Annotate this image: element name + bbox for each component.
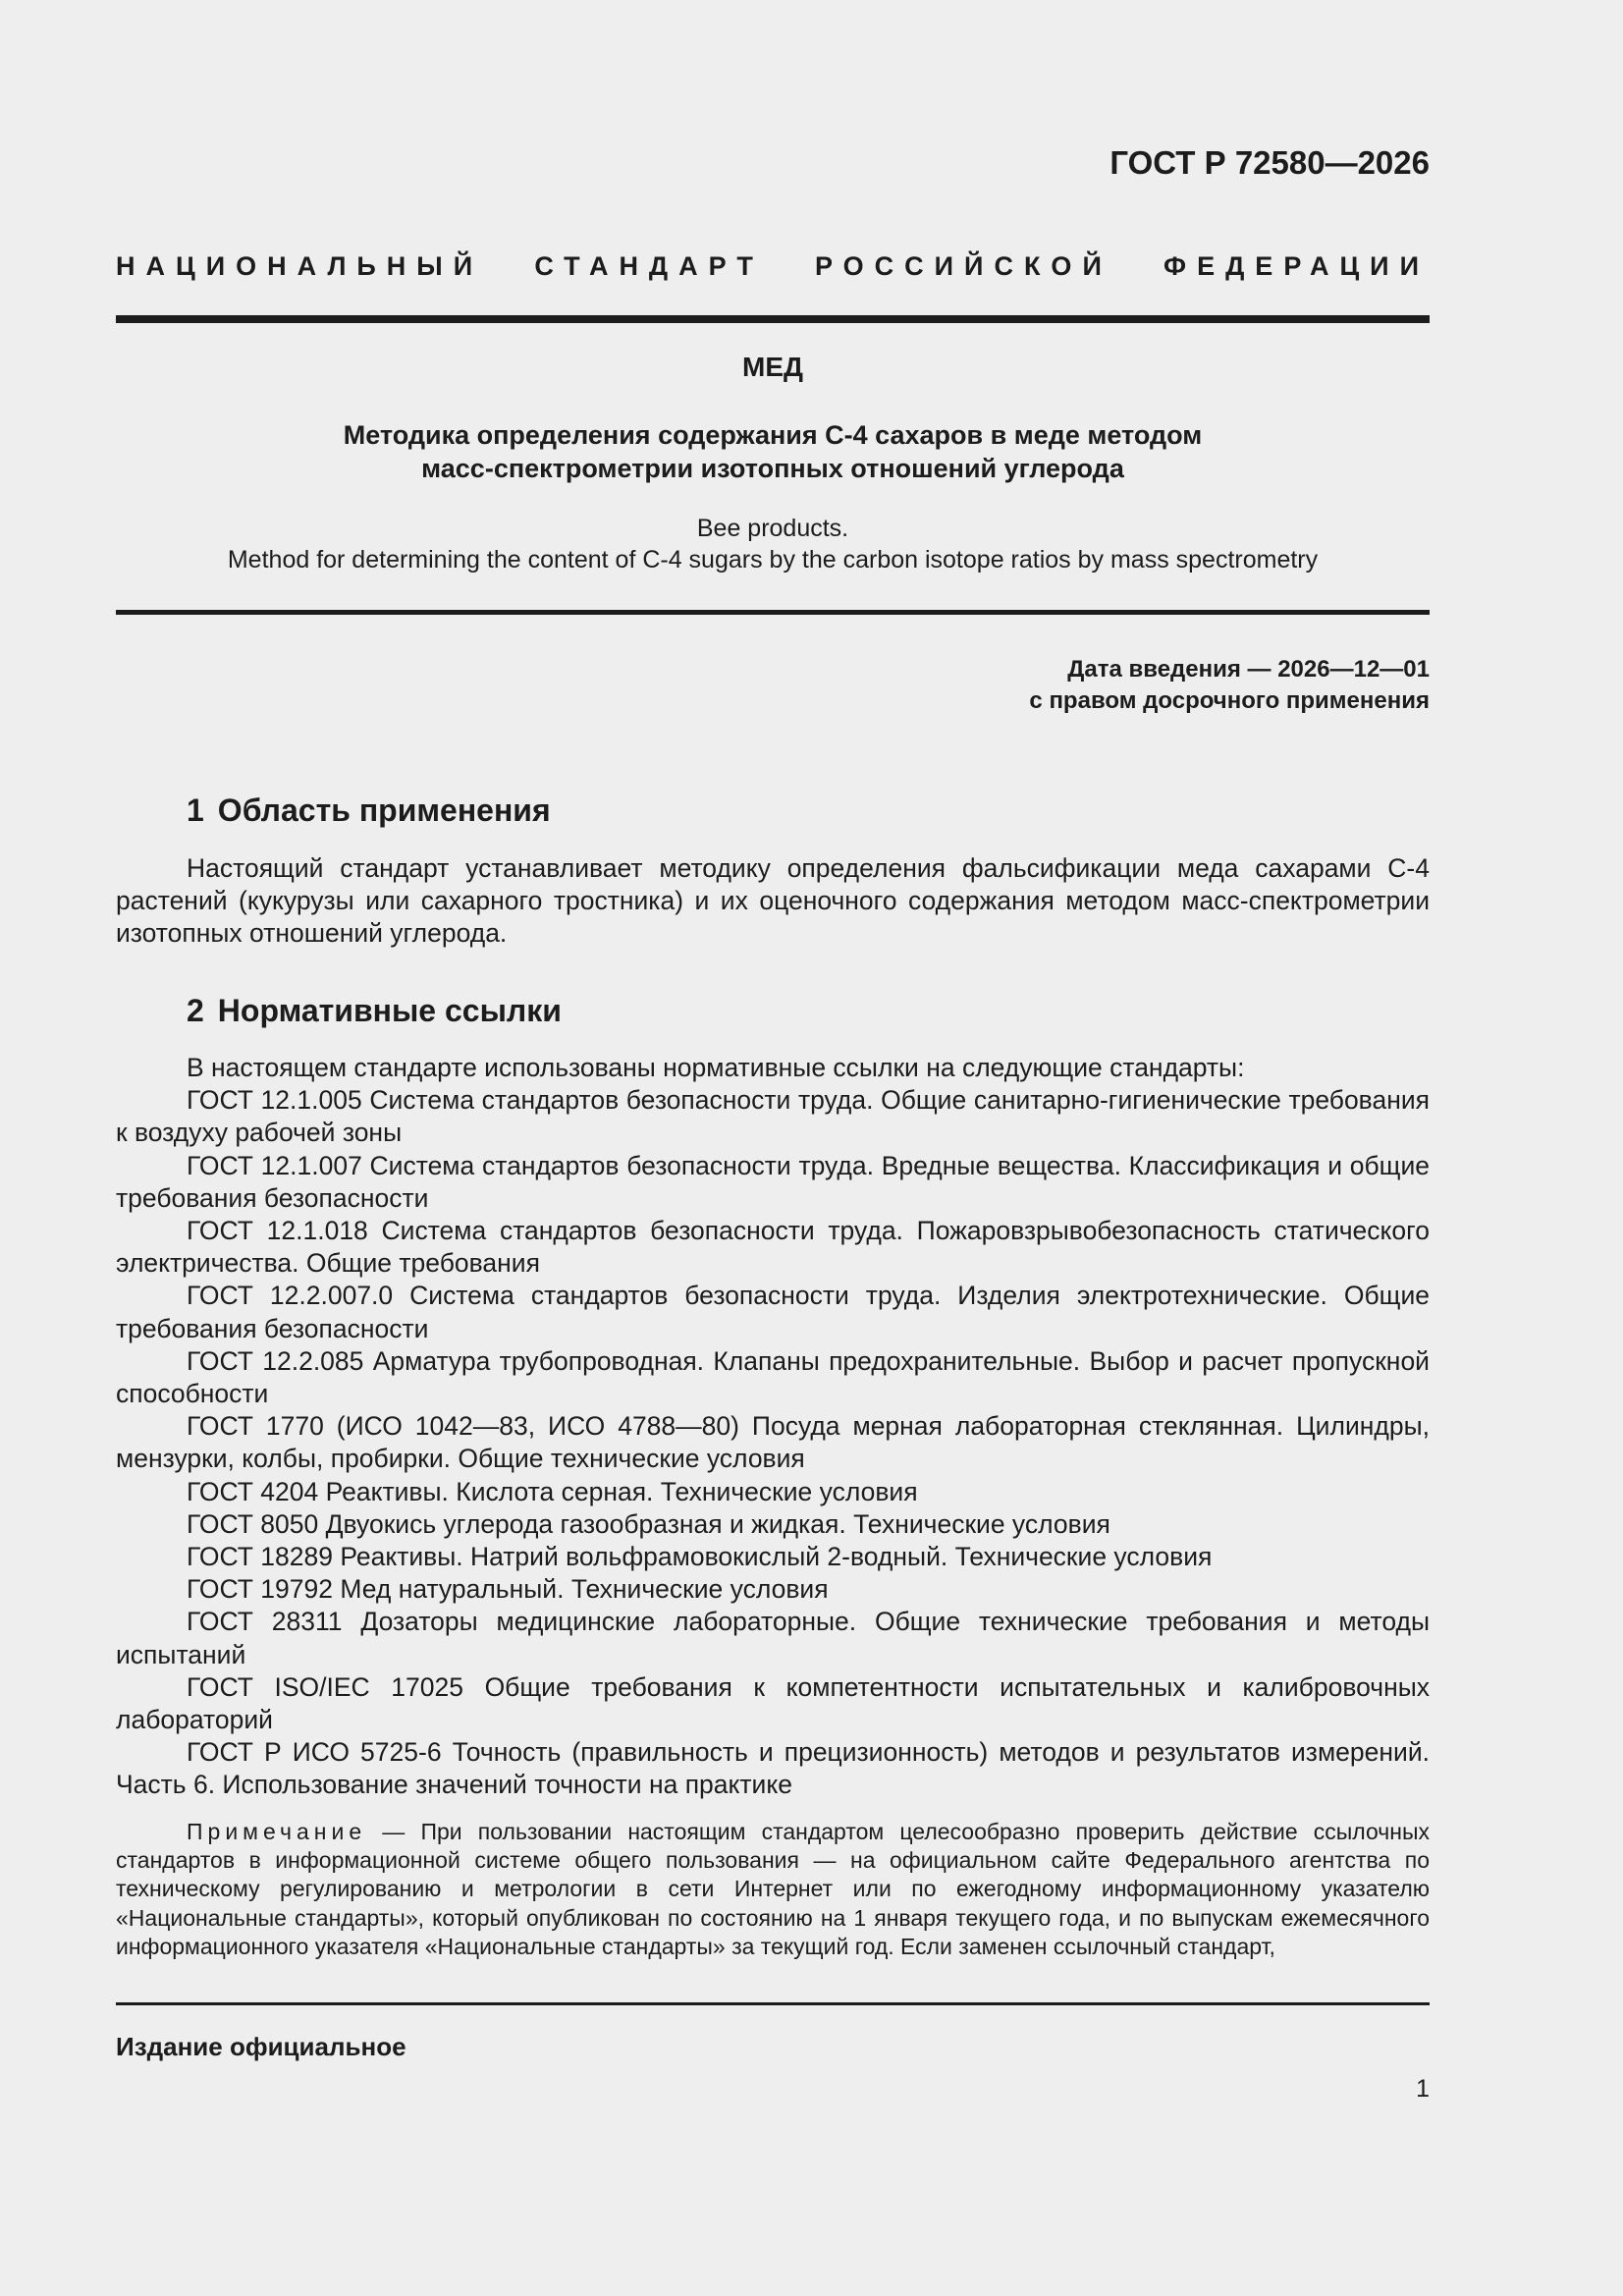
note-block bbox=[116, 1818, 1430, 1961]
reference-item: ГОСТ 8050 Двуокись углерода газообразная и жидкая. Технические условия bbox=[187, 1508, 1110, 1539]
section-number: 1 bbox=[187, 793, 204, 828]
reference-item: ГОСТ 4204 Реактивы. Кислота серная. Технические условия bbox=[187, 1476, 918, 1506]
reference-item: ГОСТ ISO/IEC 17025 Общие требования к компетентности испытательных и калибровочных лабораторий bbox=[116, 1671, 1430, 1735]
section-number: 2 bbox=[187, 993, 204, 1028]
note-label: Примечание bbox=[187, 1819, 367, 1844]
reference-item: ГОСТ 12.1.007 Система стандартов безопасности труда. Вредные вещества. Классификация и общие требования безопасности bbox=[116, 1150, 1430, 1213]
title-ru-line-1: Методика определения содержания С-4 сахаров в меде методом bbox=[343, 420, 1203, 450]
document-subject: МЕД bbox=[742, 352, 803, 382]
section-1-heading bbox=[187, 793, 551, 829]
reference-item: ГОСТ 12.2.085 Арматура трубопроводная. Клапаны предохранительные. Выбор и расчет пропускной способности bbox=[116, 1345, 1430, 1409]
official-edition-label: Издание официальное bbox=[116, 2032, 406, 2061]
reference-item: ГОСТ Р ИСО 5725-6 Точность (правильность и прецизионность) методов и результатов измерений. Часть 6. Использование значений точности на практике bbox=[116, 1737, 1430, 1800]
reference-item: ГОСТ 12.1.005 Система стандартов безопасности труда. Общие санитарно-гигиенические требования к воздуху рабочей зоны bbox=[116, 1085, 1430, 1148]
section-1-body bbox=[116, 852, 1430, 951]
introduction-date-line: Дата введения — 2026—12—01 bbox=[1067, 656, 1430, 683]
section-title: Область применения bbox=[217, 793, 551, 828]
national-standard-title: НАЦИОНАЛЬНЫЙ СТАНДАРТ РОССИЙСКОЙ ФЕДЕРАЦИИ bbox=[116, 251, 1430, 281]
title-divider bbox=[116, 610, 1430, 615]
title-en-line-2: Method for determining the content of C-4 sugars by the carbon isotope ratios by mass spectrometry bbox=[227, 546, 1319, 574]
title-en-line-1: Bee products. bbox=[696, 515, 849, 542]
document-title-ru bbox=[116, 418, 1430, 485]
document-title-en bbox=[116, 513, 1430, 575]
section-title: Нормативные ссылки bbox=[217, 993, 562, 1028]
reference-item: ГОСТ 12.1.018 Система стандартов безопасности труда. Пожаровзрывобезопасность статического электричества. Общие требования bbox=[116, 1216, 1430, 1279]
title-ru-line-2: масс-спектрометрии изотопных отношений углерода bbox=[421, 454, 1124, 483]
reference-item: ГОСТ 18289 Реактивы. Натрий вольфрамовокислый 2-водный. Технические условия bbox=[187, 1542, 1213, 1572]
note-text: — При пользовании настоящим стандартом целесообразно проверить действие ссылочных стандартов в информационной системе общего пользования — на официальном сайте Федерального агентства по техническому регулированию и метрологии в сети Интернет или по ежегодному информационному указателю «Национальные стандарты», который опубликован по состоянию на 1 января текущего года, и по выпускам ежемесячного информационного указателя «Национальные стандарты» за текущий год. Если заменен ссылочный стандарт, bbox=[116, 1819, 1430, 1959]
paragraph: В настоящем стандарте использованы нормативные ссылки на следующие стандарты: bbox=[187, 1053, 1245, 1082]
introduction-date bbox=[884, 654, 1430, 717]
paragraph: Настоящий стандарт устанавливает методику определения фальсификации меда сахарами С-4 растений (кукурузы или сахарного тростника) и их оценочного содержания методом масс-спектрометрии изотопных отношений углерода. bbox=[116, 853, 1430, 949]
note-paragraph bbox=[116, 1818, 1430, 1961]
document-code: ГОСТ Р 72580—2026 bbox=[1109, 144, 1430, 181]
reference-item: ГОСТ 12.2.007.0 Система стандартов безопасности труда. Изделия электротехнические. Общие требования безопасности bbox=[116, 1281, 1430, 1343]
footer-divider bbox=[116, 2002, 1430, 2005]
early-application-line: с правом досрочного применения bbox=[1029, 687, 1430, 714]
section-2-heading bbox=[187, 993, 562, 1029]
header-divider bbox=[116, 315, 1430, 323]
reference-item: ГОСТ 1770 (ИСО 1042—83, ИСО 4788—80) Посуда мерная лабораторная стеклянная. Цилиндры, мензурки, колбы, пробирки. Общие технические условия bbox=[116, 1411, 1430, 1474]
section-2-body bbox=[116, 1052, 1430, 1802]
reference-item: ГОСТ 19792 Мед натуральный. Технические условия bbox=[187, 1574, 829, 1605]
reference-item: ГОСТ 28311 Дозаторы медицинские лабораторные. Общие технические требования и методы испытаний bbox=[116, 1607, 1430, 1669]
page-number: 1 bbox=[1416, 2075, 1430, 2103]
